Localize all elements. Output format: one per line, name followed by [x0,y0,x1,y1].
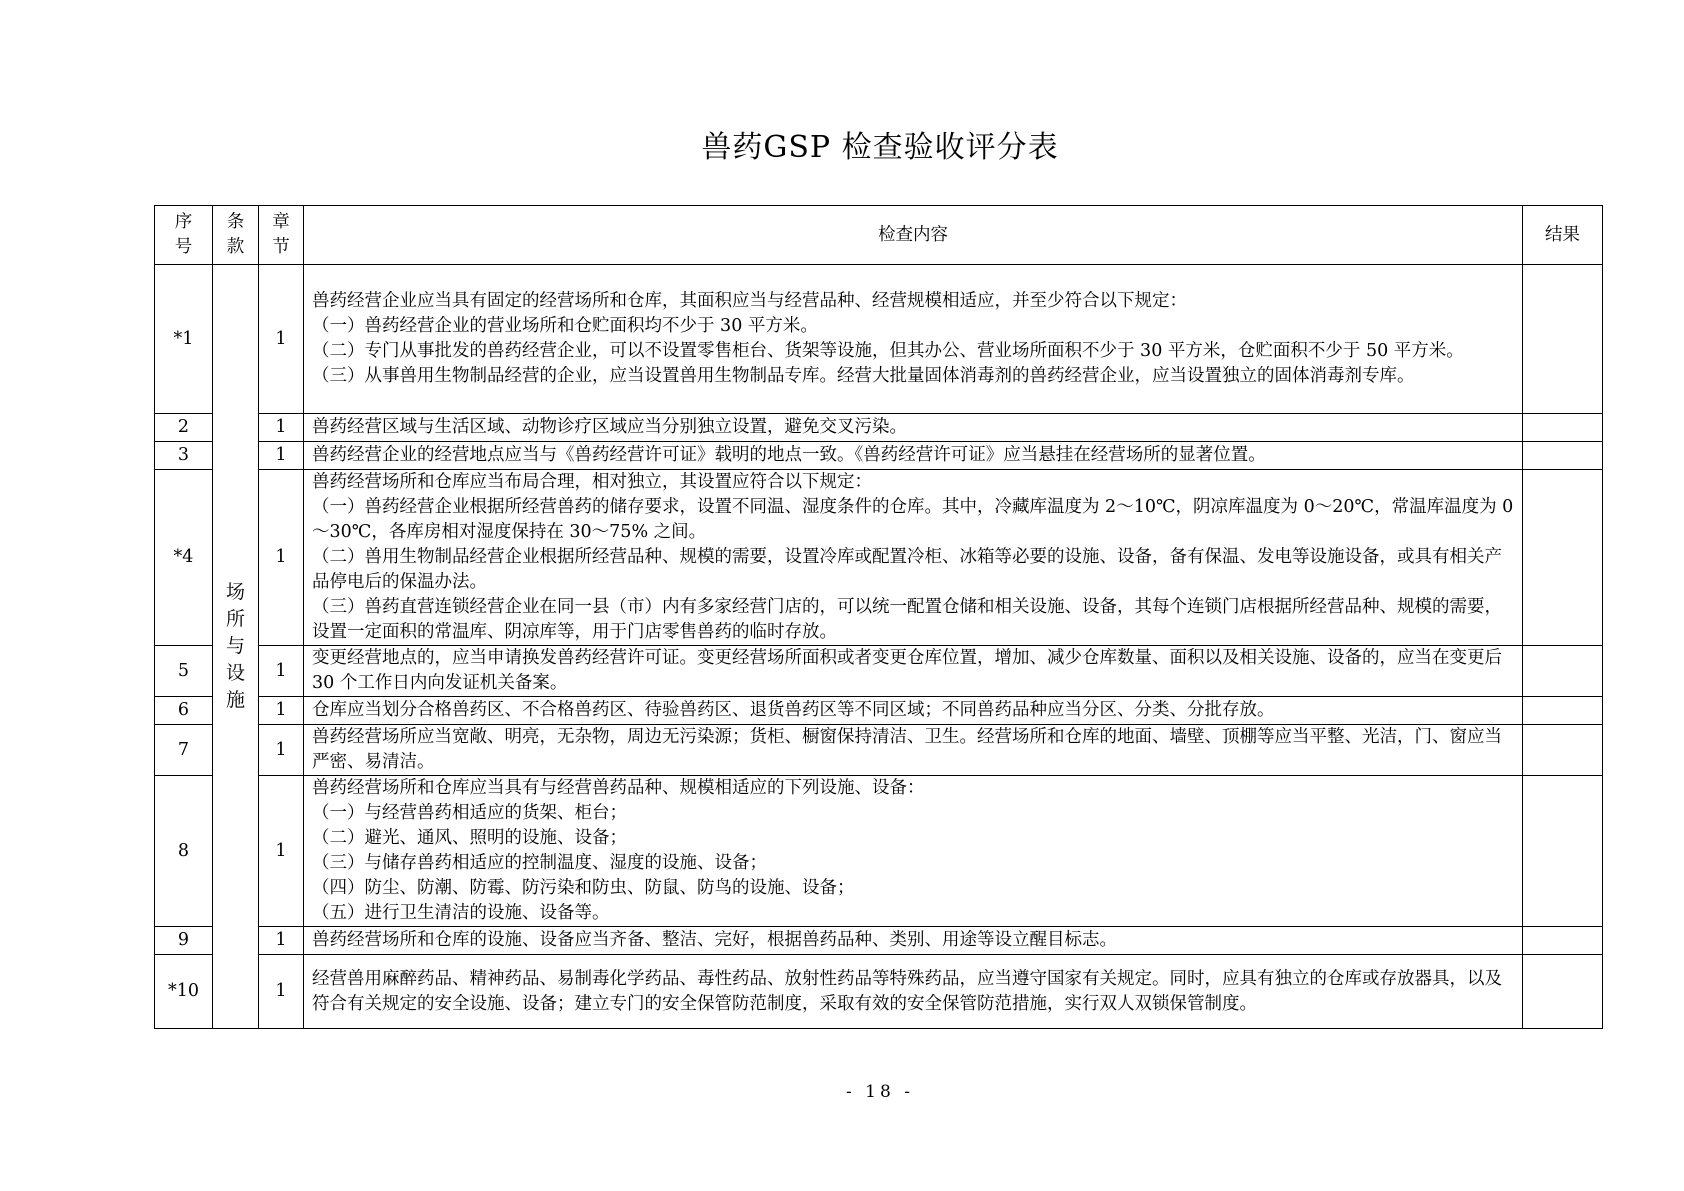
row-result-cell[interactable] [1523,470,1603,646]
row-seq: 5 [155,646,213,697]
row-chapter: 1 [259,414,304,442]
content-line: （二）兽用生物制品经营企业根据所经营品种、规模的需要，设置冷库或配置冷柜、冰箱等必要的设施、设备，备有保温、发电等设施设备，或具有相关产品停电后的保温办法。 [312,547,1502,592]
content-line: 仓库应当划分合格兽药区、不合格兽药区、待验兽药区、退货兽药区等不同区域；不同兽药品种应当分区、分类、分批存放。 [312,700,1275,720]
content-line: （一）兽药经营企业根据所经营兽药的储存要求，设置不同温、湿度条件的仓库。其中，冷藏库温度为 2～10℃，阴凉库温度为 0～20℃，常温库温度为 0～30℃，各库房相对湿度保持在 30～75% 之间。 [312,497,1514,542]
row-result-cell[interactable] [1523,776,1603,927]
row-result-cell[interactable] [1523,442,1603,470]
row-result-cell[interactable] [1523,725,1603,776]
row-seq: *1 [155,265,213,414]
table-row [155,955,1603,1029]
row-seq: 8 [155,776,213,927]
content-line: 兽药经营场所和仓库的设施、设备应当齐备、整洁、完好，根据兽药品种、类别、用途等设立醒目标志。 [312,930,1117,950]
content-line: 经营兽用麻醉药品、精神药品、易制毒化学药品、毒性药品、放射性药品等特殊药品，应当遵守国家有关规定。同时，应具有独立的仓库或存放器具，以及符合有关规定的安全设施、设备；建立专门的安全保管防范制度，采取有效的安全保管防范措施，实行双人双锁保管制度。 [312,968,1502,1014]
row-content [304,725,1523,776]
table-body [155,265,1603,1029]
content-line: （二）专门从事批发的兽药经营企业，可以不设置零售柜台、货架等设施，但其办公、营业场所面积不少于 30 平方米，仓贮面积不少于 50 平方米。 [312,341,1464,361]
content-line: 兽药经营场所和仓库应当布局合理，相对独立，其设置应符合以下规定： [312,472,872,492]
row-content [304,697,1523,725]
row-result-cell[interactable] [1523,265,1603,414]
row-seq: *10 [155,955,213,1029]
table-row [155,646,1603,697]
row-chapter: 1 [259,646,304,697]
header-clause: 条 款 [213,206,259,265]
content-line: （四）防尘、防潮、防霉、防污染和防虫、防鼠、防鸟的设施、设备； [312,878,855,898]
content-line: 兽药经营区域与生活区域、动物诊疗区域应当分别独立设置，避免交叉污染。 [312,417,907,437]
row-content [304,776,1523,927]
table-header-row [155,206,1603,265]
row-result-cell[interactable] [1523,927,1603,955]
row-chapter: 1 [259,470,304,646]
table-row [155,725,1603,776]
content-line: （三）与储存兽药相适应的控制温度、湿度的设施、设备； [312,853,767,873]
inspection-score-table [154,205,1603,1029]
section-label-char: 场 [225,581,245,603]
content-line: 兽药经营企业的经营地点应当与《兽药经营许可证》载明的地点一致。《兽药经营许可证》应当悬挂在经营场所的显著位置。 [312,445,1266,465]
row-content [304,470,1523,646]
header-seq: 序 号 [155,206,213,265]
row-chapter: 1 [259,265,304,414]
table-row [155,414,1603,442]
row-seq: 2 [155,414,213,442]
content-line: （一）与经营兽药相适应的货架、柜台； [312,803,627,823]
row-content [304,927,1523,955]
content-line: （一）兽药经营企业的营业场所和仓贮面积均不少于 30 平方米。 [312,316,818,336]
row-content [304,414,1523,442]
page-number: - 18 - [846,1082,914,1102]
row-seq: *4 [155,470,213,646]
header-content: 检查内容 [304,206,1523,265]
content-line: （三）从事兽用生物制品经营的企业，应当设置兽用生物制品专库。经营大批量固体消毒剂的兽药经营企业，应当设置独立的固体消毒剂专库。 [312,366,1415,386]
document-title: 兽药GSP 检查验收评分表 [701,130,1059,165]
section-label-char: 所 [225,608,245,630]
content-line: 兽药经营场所和仓库应当具有与经营兽药品种、规模相适应的下列设施、设备： [312,778,925,798]
table-row [155,776,1603,927]
row-seq: 6 [155,697,213,725]
row-chapter: 1 [259,927,304,955]
table-row [155,927,1603,955]
section-label-char: 与 [225,635,245,657]
row-result-cell[interactable] [1523,955,1603,1029]
row-seq: 7 [155,725,213,776]
header-result: 结果 [1523,206,1603,265]
content-line: 变更经营地点的，应当申请换发兽药经营许可证。变更经营场所面积或者变更仓库位置，增加、减少仓库数量、面积以及相关设施、设备的，应当在变更后 30 个工作日内向发证机关备案。 [312,648,1502,693]
content-line: 兽药经营企业应当具有固定的经营场所和仓库，其面积应当与经营品种、经营规模相适应，并至少符合以下规定： [312,291,1187,311]
content-line: （二）避光、通风、照明的设施、设备； [312,828,627,848]
section-label-char: 设 [225,662,245,684]
row-seq: 3 [155,442,213,470]
row-chapter: 1 [259,776,304,927]
row-chapter: 1 [259,725,304,776]
table-row [155,442,1603,470]
row-seq: 9 [155,927,213,955]
table-row [155,265,1603,414]
row-result-cell[interactable] [1523,646,1603,697]
row-result-cell[interactable] [1523,414,1603,442]
section-label [213,265,259,1029]
row-chapter: 1 [259,442,304,470]
content-line: （五）进行卫生清洁的设施、设备等。 [312,903,610,923]
row-content [304,955,1523,1029]
row-chapter: 1 [259,955,304,1029]
section-label-char: 施 [225,689,245,711]
content-line: 兽药经营场所应当宽敞、明亮，无杂物，周边无污染源；货柜、橱窗保持清洁、卫生。经营场所和仓库的地面、墙壁、顶棚等应当平整、光洁，门、窗应当严密、易清洁。 [312,727,1502,772]
header-chapter: 章 节 [259,206,304,265]
content-line: （三）兽药直营连锁经营企业在同一县（市）内有多家经营门店的，可以统一配置仓储和相关设施、设备，其每个连锁门店根据所经营品种、规模的需要，设置一定面积的常温库、阴凉库等，用于门店零售兽药的临时存放。 [312,597,1502,642]
row-content [304,265,1523,414]
row-content [304,442,1523,470]
row-result-cell[interactable] [1523,697,1603,725]
table-row [155,470,1603,646]
row-content [304,646,1523,697]
table-row [155,697,1603,725]
row-chapter: 1 [259,697,304,725]
